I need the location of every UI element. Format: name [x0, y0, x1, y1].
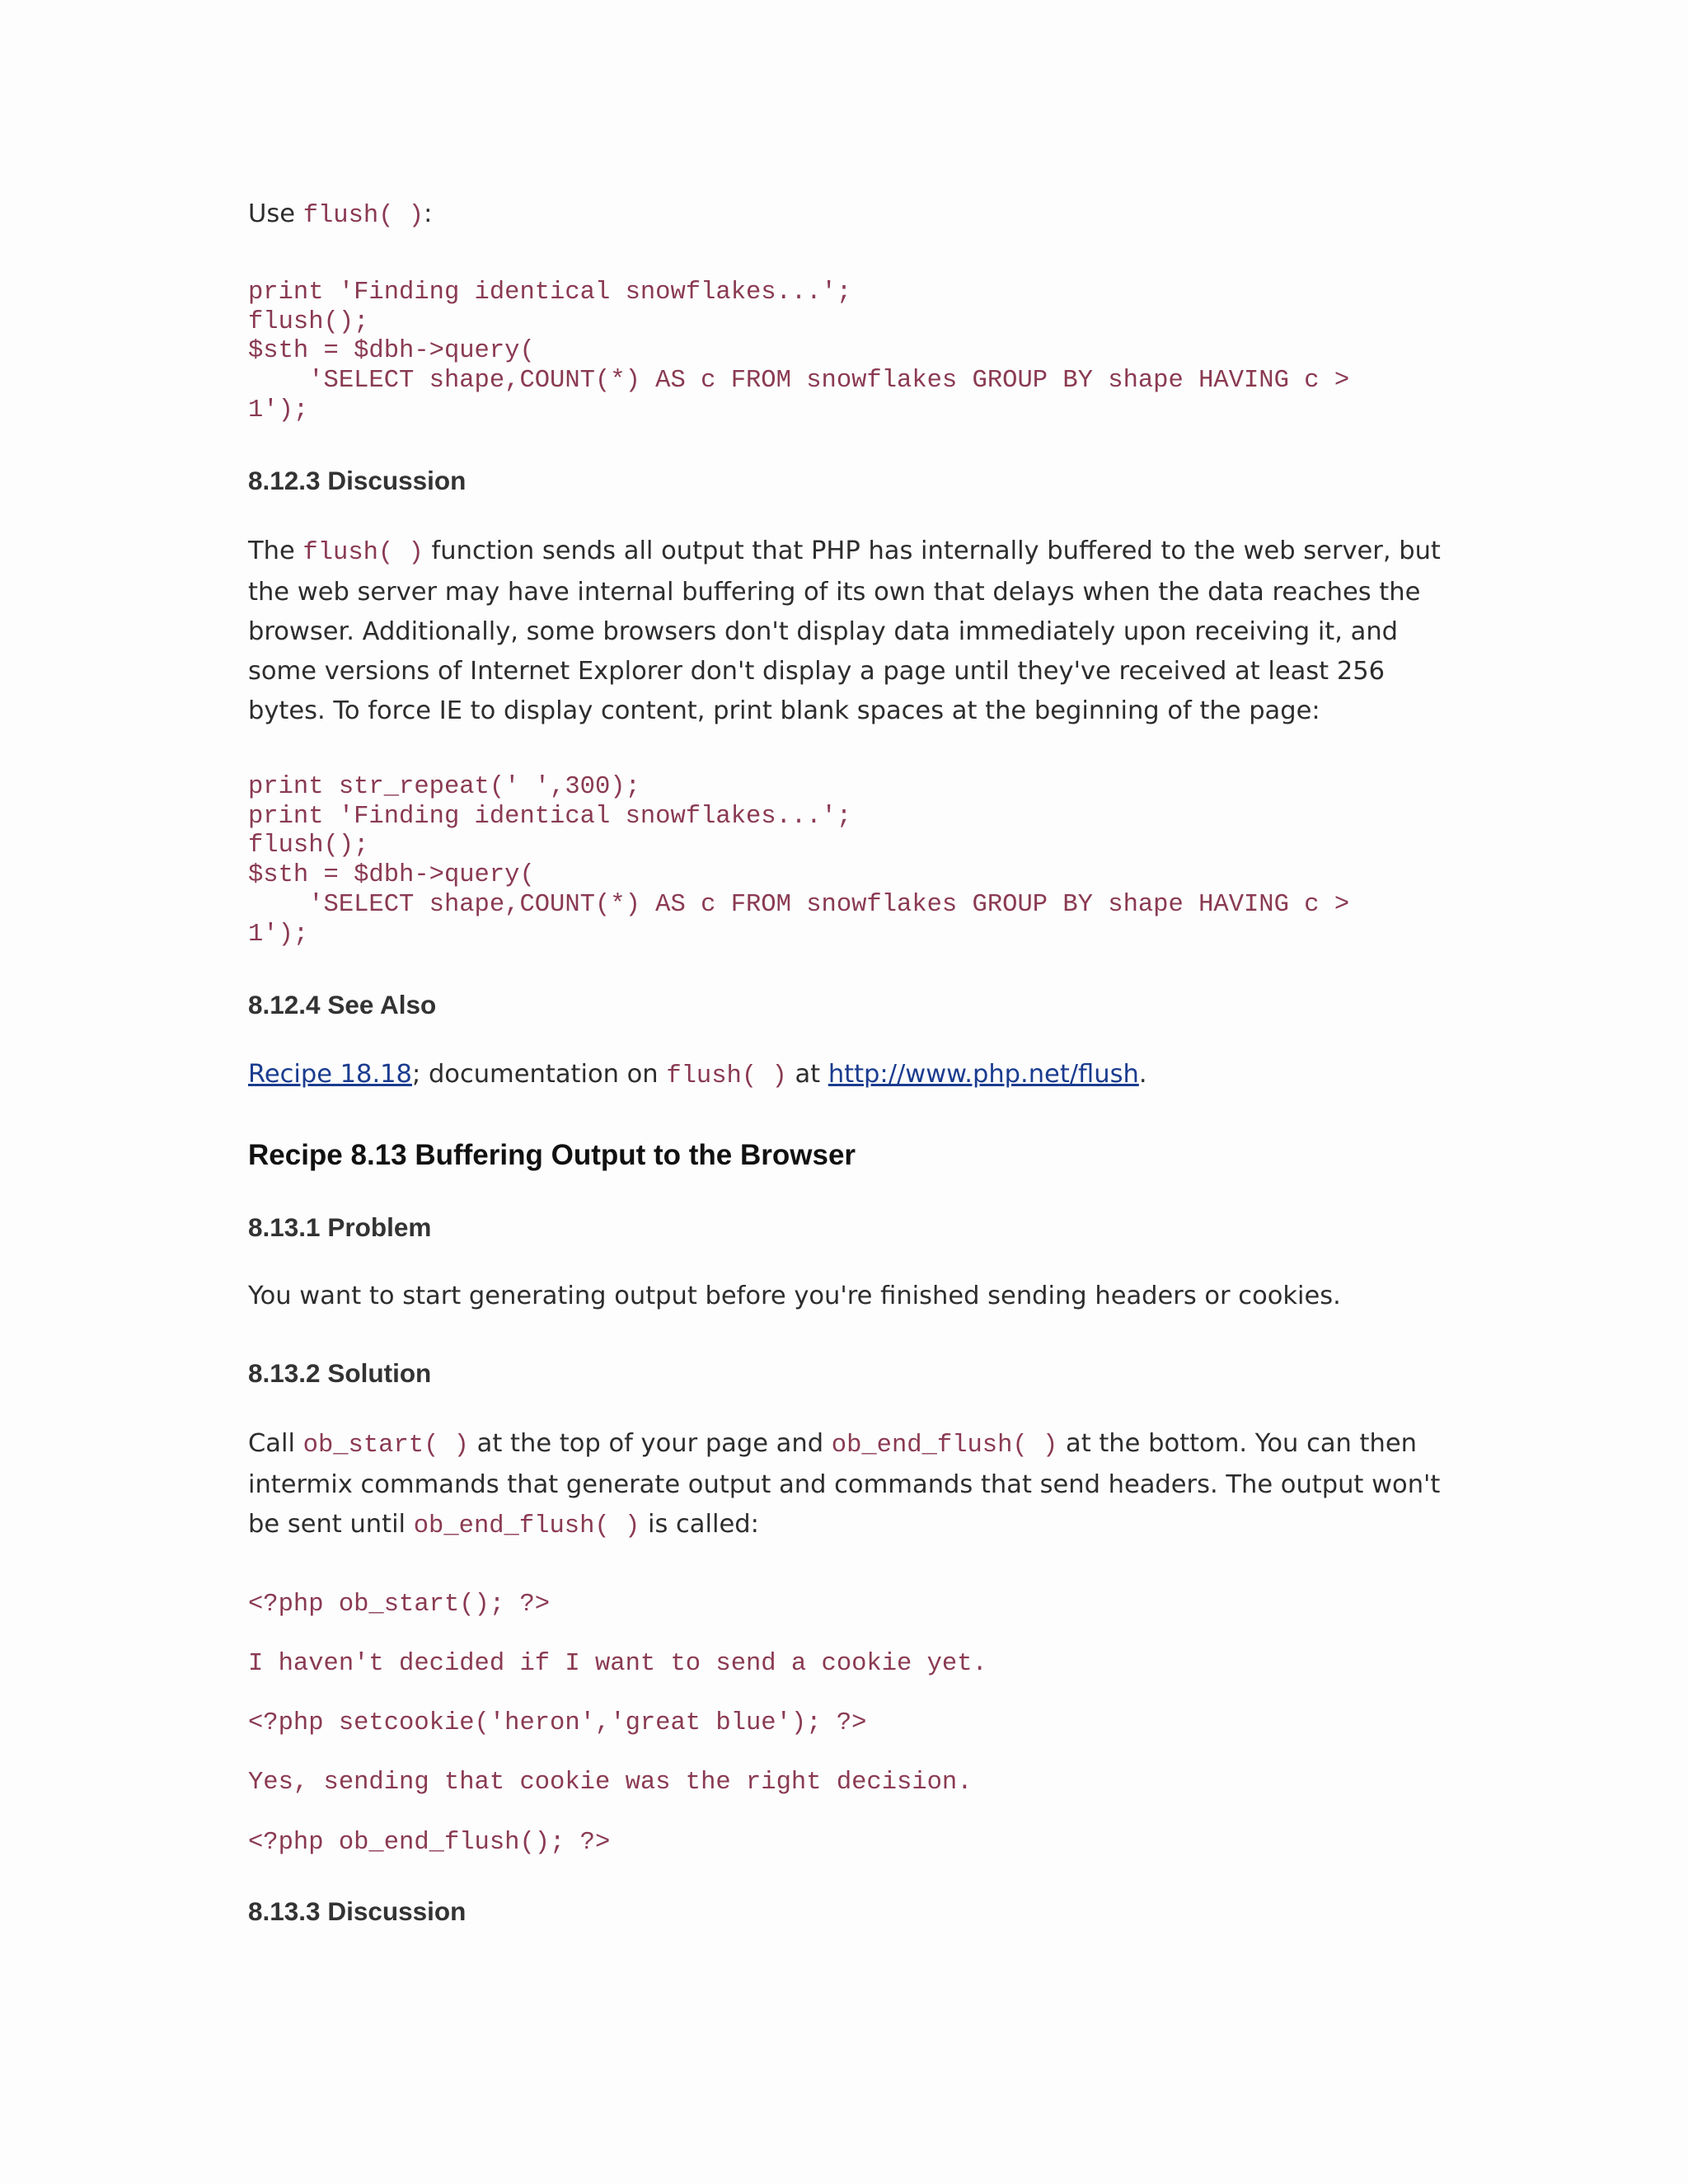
code-line: print 'Finding identical snowflakes...'; — [248, 802, 852, 831]
paragraph-text: The — [248, 537, 303, 565]
code-line: flush(); — [248, 832, 369, 860]
code-line: 'SELECT shape,COUNT(*) AS c FROM snowflakes GROUP BY shape HAVING c > — [248, 890, 1350, 919]
section-heading-8-13-3: 8.13.3 Discussion — [248, 1896, 467, 1926]
code-line: print 'Finding identical snowflakes...'; — [248, 279, 852, 307]
recipe-title: Recipe 8.13 Buffering Output to the Browser — [248, 1139, 856, 1171]
code-line: $sth = $dbh->query( — [248, 861, 535, 890]
paragraph-text: ; documentation on — [411, 1060, 667, 1089]
paragraph-text: at — [786, 1060, 828, 1089]
code-line: print str_repeat(' ',300); — [248, 773, 640, 801]
problem-paragraph: You want to start generating output before you're finished sending headers or cookies. — [248, 1282, 1341, 1310]
paragraph-text: at the bottom. You can then intermix commands that generate output and commands that send headers. The output won't be sent until — [248, 1429, 1441, 1539]
paragraph-text: is called: — [640, 1510, 759, 1539]
paragraph-text: function sends all output that PHP has internally buffered to the web server, but the web server may have internal buffering of its own that delays when the data reaches the browser. Additionally, some browsers don't display data immediately upon receiving it, and some versions of Internet Explorer don't display a page until they've received at least 256 bytes. To force IE to display content, print blank spaces at the beginning of the page: — [248, 537, 1441, 725]
intro-paragraph — [248, 194, 1451, 236]
solution-paragraph — [248, 1424, 1451, 1546]
paragraph-text: at the top of your page and — [468, 1429, 832, 1458]
code-line: 1'); — [248, 920, 309, 949]
code-line: <?php ob_start(); ?> — [248, 1591, 551, 1619]
section-heading-8-13-2: 8.13.2 Solution — [248, 1358, 432, 1388]
code-line: I haven't decided if I want to send a cookie yet. — [248, 1650, 987, 1678]
code-line: 1'); — [248, 396, 309, 424]
code-line: Yes, sending that cookie was the right decision. — [248, 1769, 973, 1797]
section-heading-8-12-4: 8.12.4 See Also — [248, 990, 437, 1019]
see-also-paragraph — [248, 1055, 1451, 1096]
inline-code: ob_start( ) — [302, 1432, 469, 1460]
code-line: flush(); — [248, 307, 369, 336]
code-line: <?php setcookie('heron','great blue'); ?> — [248, 1709, 867, 1737]
inline-code: ob_end_flush( ) — [831, 1432, 1058, 1460]
inline-code: ob_end_flush( ) — [413, 1512, 640, 1540]
code-line: 'SELECT shape,COUNT(*) AS c FROM snowflakes GROUP BY shape HAVING c > — [248, 367, 1350, 396]
discussion-paragraph — [248, 532, 1451, 731]
code-line: $sth = $dbh->query( — [248, 337, 535, 366]
section-heading-8-13-1: 8.13.1 Problem — [248, 1212, 432, 1242]
intro-text: Use — [248, 199, 303, 228]
code-block-1 — [248, 279, 1349, 426]
inline-code: flush( ) — [302, 202, 424, 230]
inline-code: flush( ) — [302, 539, 424, 567]
intro-suffix: : — [424, 199, 433, 228]
section-heading-8-12-3: 8.12.3 Discussion — [248, 466, 467, 495]
code-line: <?php ob_end_flush(); ?> — [248, 1829, 611, 1857]
inline-code: flush( ) — [666, 1062, 787, 1090]
recipe-link[interactable]: Recipe 18.18 — [248, 1060, 412, 1089]
paragraph-text: . — [1138, 1060, 1147, 1089]
code-block-2 — [248, 773, 1349, 949]
paragraph-text: Call — [248, 1429, 303, 1458]
url-link[interactable]: http://www.php.net/flush — [828, 1060, 1139, 1089]
